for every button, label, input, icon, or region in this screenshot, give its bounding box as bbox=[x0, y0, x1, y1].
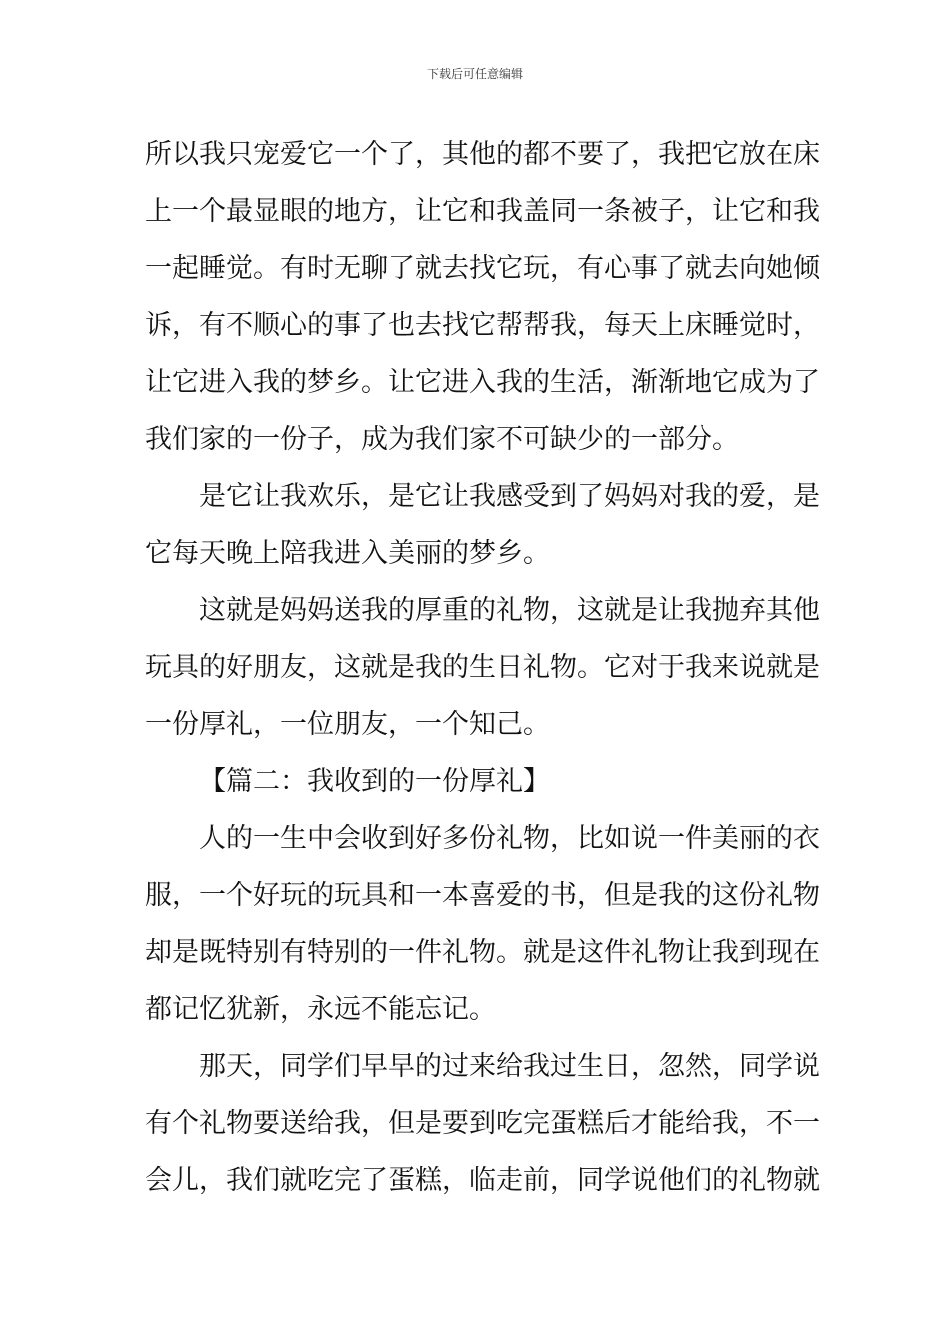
text-line: 诉，有不顺心的事了也去找它帮帮我，每天上床睡觉时， bbox=[145, 310, 820, 341]
text-line: 我们家的一份子，成为我们家不可缺少的一部分。 bbox=[145, 424, 739, 455]
paragraph-first-line: 人的一生中会收到好多份礼物，比如说一件美丽的衣 bbox=[199, 823, 820, 854]
page-header: 下载后可任意编辑 bbox=[426, 67, 523, 81]
text-line: 有个礼物要送给我，但是要到吃完蛋糕后才能给我，不一 bbox=[145, 1108, 820, 1139]
text-line: 会儿，我们就吃完了蛋糕，临走前，同学说他们的礼物就 bbox=[145, 1165, 820, 1196]
text-line: 却是既特别有特别的一件礼物。就是这件礼物让我到现在 bbox=[145, 937, 820, 968]
text-line: 让它进入我的梦乡。让它进入我的生活，渐渐地它成为了 bbox=[145, 367, 820, 398]
text-line: 都记忆犹新，永远不能忘记。 bbox=[145, 994, 496, 1025]
paragraph-first-line: 这就是妈妈送我的厚重的礼物，这就是让我抛弃其他 bbox=[199, 595, 820, 626]
text-line: 玩具的好朋友，这就是我的生日礼物。它对于我来说就是 bbox=[145, 652, 820, 683]
text-line: 所以我只宠爱它一个了，其他的都不要了，我把它放在床 bbox=[145, 139, 820, 170]
paragraph-first-line: 那天，同学们早早的过来给我过生日，忽然，同学说 bbox=[199, 1051, 820, 1082]
text-line: 上一个最显眼的地方，让它和我盖同一条被子，让它和我 bbox=[145, 196, 820, 227]
text-line: 服，一个好玩的玩具和一本喜爱的书，但是我的这份礼物 bbox=[145, 880, 820, 911]
paragraph-first-line: 是它让我欢乐，是它让我感受到了妈妈对我的爱，是 bbox=[199, 481, 820, 512]
section-heading: 【篇二：我收到的一份厚礼】 bbox=[199, 766, 550, 797]
text-line: 一份厚礼，一位朋友，一个知己。 bbox=[145, 709, 550, 740]
text-line: 它每天晚上陪我进入美丽的梦乡。 bbox=[145, 538, 550, 569]
document-body bbox=[145, 126, 820, 1209]
text-line: 一起睡觉。有时无聊了就去找它玩，有心事了就去向她倾 bbox=[145, 253, 820, 284]
